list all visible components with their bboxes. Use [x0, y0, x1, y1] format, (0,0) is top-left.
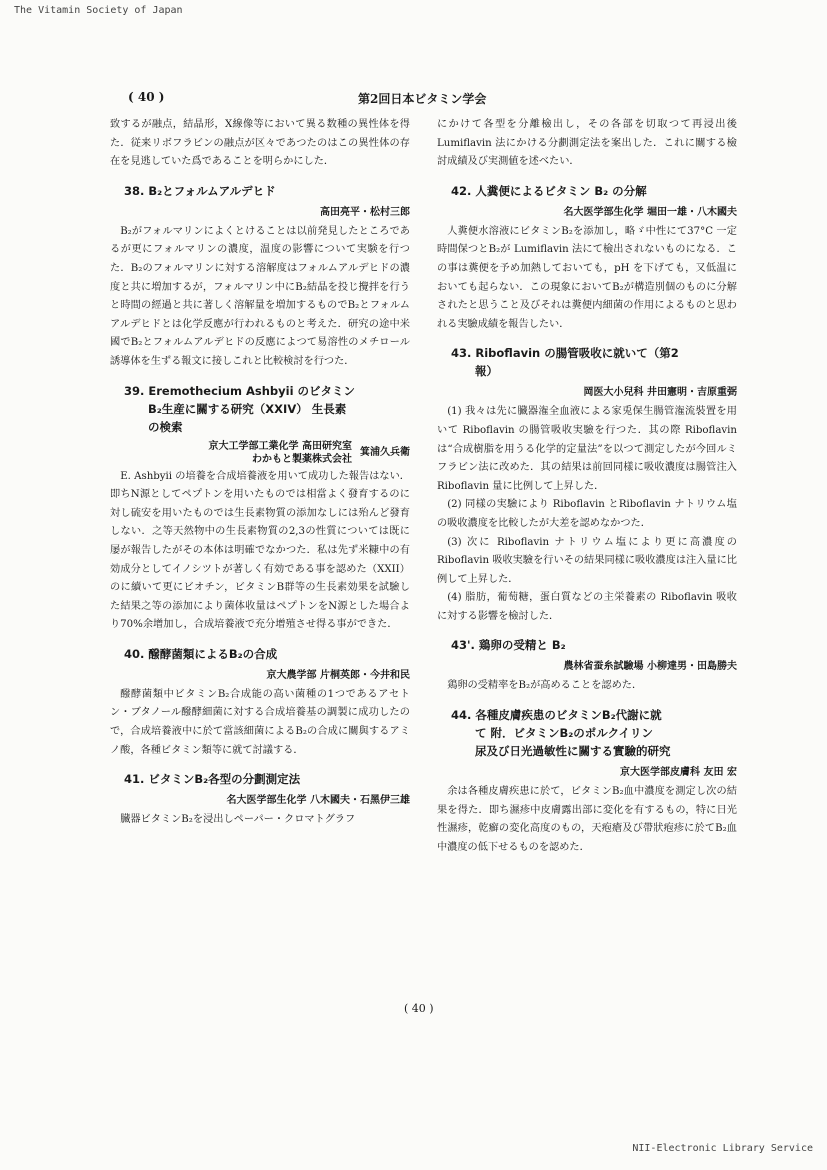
section-43-para-4: (4) 脂肪，葡萄糖，蛋白質などの主栄養素の Riboflavin 吸收に対する影響を檢討した．: [437, 592, 737, 622]
section-40-title: 40. 醱酵菌類によるB₂の合成: [124, 646, 278, 661]
section-38-title: 38. B₂とフォルムアルデヒド: [124, 183, 276, 198]
continuation-text: 致するが融点，結晶形，X線像等において異る数種の異性体を得た．従来リボフラビンの融点が区々であつたのはこの異性体の存在を見逃していた爲であることを明らかにした．: [110, 119, 410, 168]
section-41-title: 41. ビタミンB₂各型の分劃測定法: [124, 772, 301, 787]
page-number-bottom: ( 40 ): [404, 1002, 434, 1015]
right-continuation-text: にかけて各型を分離檢出し，その各部を切取つて再浸出後 Lumiflavin 法にかける分劃測定法を案出した．これに關する檢討成績及び実測値を述べたい．: [437, 119, 737, 168]
journal-title: 第2回日本ビタミン学会: [358, 92, 487, 106]
section-39-body: E. Ashbyii の培養を合成培養液を用いて成功した報告はない．即ちN源としてペプトンを用いたものでは相當よく發育するのに対し硫安を用いたものでは生長素物質の添加なしには殆んど發育しない．之等天然物中の生長素物質の2,3の性質については既に屡が報告したがその本体は明確でなかつた．私は先ず米糠中の有効成分としてイノシツトが著しく有効である事を認めた（XXII）のに續いて更にビオチン，ビタミンB群等の生長素効果を試驗した結果之等の添加により菌体收量はペプトンをN源とした場合より70%余增加し，合成培養液で充分增殖させ得る事ができた．: [110, 470, 410, 631]
section-43b-body: 鶏卵の受精率をB₂が高めることを認めた．: [447, 680, 643, 692]
section-43-title: [451, 344, 737, 380]
section-43-para-3: (3) 次に Riboflavin ナトリウム塩により更に高濃度の Riboflavin 吸收実驗を行いその結果同樣に吸收濃度は注入量に比例して上昇した．: [437, 536, 737, 585]
section-38-body: B₂がフォルマリンによくとけることは以前発見したところであるが更にフォルマリンの濃度，温度の影響について実験を行つた．B₂のフォルマリンに対する溶解度はフォルムアルデヒドの濃度と共に増加するが，フォルマリン中にB₂結晶を投じ攪拌を行うと時間の經過と共に著しく溶解量を増加するものでB₂とフォルムアルデヒドとは化学反應が行われるものと考えた．研究の途中米國でB₂とフォルムアルデヒドの反應によつて易溶性のメチロール誘導体を生ずる報文に接しこれと比較検討を行つた．: [110, 225, 410, 367]
section-39-author-block: [110, 440, 410, 466]
section-44-title-line3: 尿及び日光過敏性に關する實驗的研究: [475, 744, 671, 759]
section-43-title-line1: 43. Riboflavin の腸管吸收に就いて（第2: [451, 346, 679, 361]
section-40-body: 醱酵菌類中ビタミンB₂合成能の高い菌種の1つであるアセトン・ブタノール醱酵細菌に対する合成培養基の調製に成功したので，合成培養液中に於て當該細菌によるB₂の合成に關與するアミノ酸，各種ビタミン類等に就て討議する．: [110, 688, 410, 756]
page-number-top: ( 40 ): [128, 90, 165, 104]
section-44-author: 京大医学部皮膚科 友田 宏: [620, 767, 737, 779]
section-44-title: [451, 706, 737, 760]
section-43-para-1: (1) 我々は先に臓器潅全血液による家兎保生腸管潅流裝置を用いて Riboflavin の腸管吸收実驗を行つた．其の際 Riboflavin は“合成樹脂を用うる化学的定量法”を以つて測定したが今回ルミフラビン法に改めた．其の結果は前回同樣に吸收濃度は腸管注入 Riboflavin 量に比例して上昇した．: [437, 406, 737, 492]
section-39-affiliation-1: 京大工学部工業化学 高田研究室: [208, 440, 352, 452]
section-39-author: 箕浦久兵衛: [360, 447, 410, 459]
section-41-author: 名大医学部生化学 八木國夫・石黑伊三雄: [226, 795, 410, 807]
right-column: [437, 116, 737, 857]
section-42-author: 名大医学部生化学 堀田一雄・八木國夫: [563, 206, 737, 218]
section-43-title-line2: 報）: [475, 364, 498, 379]
section-42-title: 42. 人糞便によるビタミン B₂ の分解: [451, 183, 647, 198]
library-service-footer: NII-Electronic Library Service: [632, 1143, 813, 1154]
section-39-title-line1: 39. Eremothecium Ashbyii のビタミン: [124, 383, 356, 398]
section-43b-author: 農林省蚕糸試驗場 小柳達男・田島勝夫: [563, 661, 737, 673]
section-44-title-line2: て 附．ビタミンB₂のポルクイリン: [475, 726, 653, 741]
section-43-para-2: (2) 同樣の実驗により Riboflavin とRiboflavin ナトリウム塩の吸收濃度を比較したが大差を認めなかつた．: [437, 499, 737, 529]
section-38-author: 高田亮平・松村三郎: [320, 206, 410, 218]
section-42-body: 人糞便水溶液にビタミンB₂を添加し，略ゞ中性にて37°C 一定時間保つとB₂が Lumiflavin 法にて檢出されないものになる．この事は糞便を予め加熱しておいても，pH を下げても，又低温においても起らない．この現象においてB₂が構造別個のものに分解されたと思うこと及びそれは糞便内細菌の作用によるものと思われる実驗成績を報告したい．: [437, 225, 737, 330]
section-39-title-line3: の検索: [148, 419, 183, 434]
section-44-title-line1: 44. 各種皮膚疾患のビタミンB₂代謝に就: [451, 708, 662, 723]
section-39-affiliation-2: わかもと製薬株式会社: [252, 453, 352, 465]
section-43-author: 岡医大小兒科 井田憲明・吉原重弼: [583, 387, 737, 399]
section-41-body: 臓器ビタミンB₂を浸出しペーパー・クロマトグラフ: [120, 814, 356, 826]
left-column: [110, 116, 410, 830]
section-39-title-line2: B₂生産に關する研究（XXIV） 生長素: [148, 401, 347, 416]
society-header: The Vitamin Society of Japan: [14, 5, 183, 16]
section-43b-title: 43'. 鶏卵の受精と B₂: [451, 638, 566, 653]
section-44-body: 余は各種皮膚疾患に於て，ビタミンB₂血中濃度を測定し次の結果を得た．即ち濕疹中皮膚露出部に変化を有するもの，特に日光性濕疹，乾癬の変化高度のもの，天疱瘡及び帶狀疱疹に於てB₂血中濃度の低下せるものを認めた．: [437, 786, 737, 853]
section-39-title: [124, 382, 410, 436]
section-40-author: 京大農学部 片桐英郎・今井和民: [266, 669, 410, 681]
